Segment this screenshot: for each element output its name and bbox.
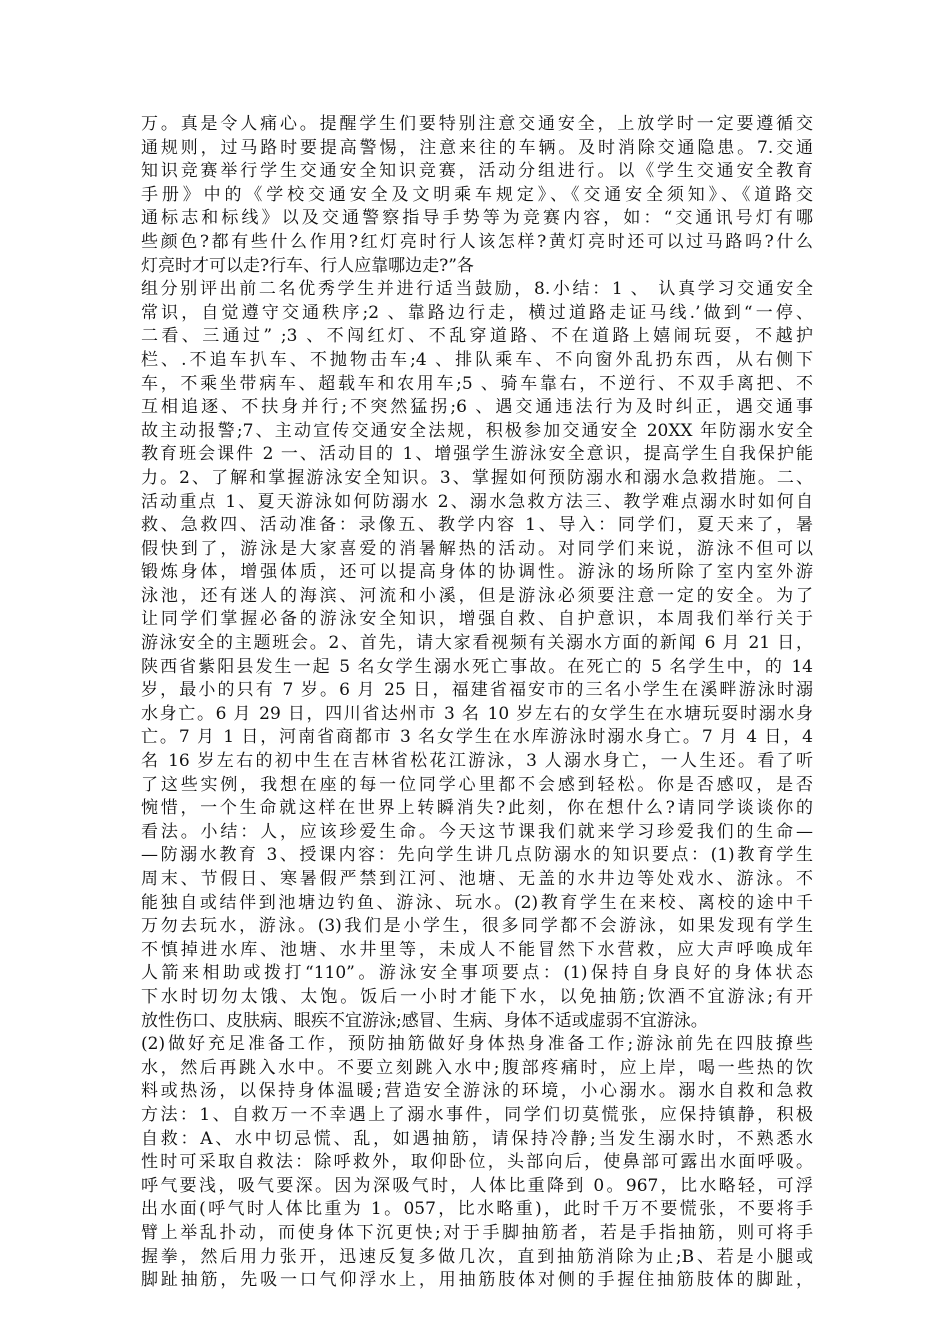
text-line: 亡。7 月 1 日，河南省商都市 3 名女学生在水库游泳时溺水身亡。7 月 4 日，4: [141, 727, 813, 748]
text-line: 惋惜，一个生命就这样在世界上转瞬消失?此刻，你在想什么?请同学谈谈你的: [141, 798, 813, 819]
text-line: 让同学们掌握必备的游泳安全知识，增强自救、自护意识，本周我们举行关于: [141, 609, 813, 630]
text-line: 握拳，然后用力张开，迅速反复多做几次，直到抽筋消除为止;B、若是小腿或: [141, 1246, 813, 1267]
text-line: 灯亮时才可以走?行车、行人应靠哪边走?”各: [141, 255, 474, 276]
text-line: 水，然后再跳入水中。不要立刻跳入水中;腹部疼痛时，应上岸，喝一些热的饮: [141, 1057, 813, 1078]
text-line: 臂上举乱扑动，而使身体下沉更快;对于手脚抽筋者，若是手指抽筋，则可将手: [141, 1222, 813, 1243]
text-line: 锻炼身体，增强体质，还可以提高身体的协调性。游泳的场所除了室内室外游: [141, 562, 813, 583]
text-line: 水身亡。6 月 29 日，四川省达州市 3 名 10 岁左右的女学生在水塘玩耍时溺水身: [141, 703, 813, 724]
text-line: 栏、.不追车扒车、不抛物击车;4 、排队乘车、不向窗外乱扔东西，从右侧下: [141, 349, 813, 370]
text-line: 放性伤口、皮肤病、眼疾不宜游泳;感冒、生病、身体不适或虚弱不宜游泳。: [141, 1010, 708, 1031]
text-line: 假快到了，游泳是大家喜爱的消暑解热的活动。对同学们来说，游泳不但可以: [141, 538, 813, 559]
text-line: 互相追逐、不扶身并行;不突然猛拐;6 、遇交通违法行为及时纠正，遇交通事: [141, 397, 813, 418]
text-line: 出水面(呼气时人体比重为 1。057，比水略重)，此时千万不要慌张，不要将手: [141, 1199, 813, 1220]
text-line: 通标志和标线》以及交通警察指导手势等为竞赛内容，如：“交通讯号灯有哪: [141, 208, 813, 229]
text-line: 方法：1、自救万一不幸遇上了溺水事件，同学们切莫慌张，应保持镇静，积极: [141, 1104, 813, 1125]
text-line: 下水时切勿太饿、太饱。饭后一小时才能下水，以免抽筋;饮酒不宜游泳;有开: [141, 986, 813, 1007]
text-line: 游泳安全的主题班会。2、首先，请大家看视频有关溺水方面的新闻 6 月 21 日，: [141, 633, 813, 654]
text-line: 陕西省紫阳县发生一起 5 名女学生溺水死亡事故。在死亡的 5 名学生中，的 14: [141, 656, 813, 677]
text-line: 力。2、了解和掌握游泳安全知识。3、掌握如何预防溺水和溺水急救措施。二、: [141, 467, 813, 488]
text-line: 通规则，过马路时要提高警惕，注意来往的车辆。及时消除交通隐患。7.交通: [141, 137, 813, 158]
text-line: 故主动报警;7、主动宣传交通安全法规，积极参加交通安全 20XX 年防溺水安全: [141, 420, 813, 441]
text-line: 了这些实例，我想在座的每一位同学心里都不会感到轻松。你是否感叹，是否: [141, 774, 813, 795]
text-line: 性时可采取自救法：除呼救外，取仰卧位，头部向后，使鼻部可露出水面呼吸。: [141, 1152, 813, 1173]
text-line: 看法。小结：人，应该珍爱生命。今天这节课我们就来学习珍爱我们的生命—: [141, 821, 813, 842]
text-line: 呼气要浅，吸气要深。因为深吸气时，人体比重降到 0。967，比水略轻，可浮: [141, 1175, 813, 1196]
text-line: 组分别评出前二名优秀学生并进行适当鼓励，8.小结：1 、 认真学习交通安全: [141, 279, 813, 300]
text-line: 些颜色?都有些什么作用?红灯亮时行人该怎样?黄灯亮时还可以过马路吗?什么: [141, 231, 813, 252]
text-line: 常识，自觉遵守交通秩序;2 、靠路边行走，横过道路走证马线.’做到“一停、: [141, 302, 813, 323]
text-line: (2)做好充足准备工作，预防抽筋做好身体热身准备工作;游泳前先在四肢撩些: [141, 1034, 813, 1055]
text-line: 活动重点 1、夏天游泳如何防溺水 2、溺水急救方法三、教学难点溺水时如何自: [141, 491, 813, 512]
text-line: 救、急救四、活动准备：录像五、教学内容 1、导入：同学们，夏天来了，暑: [141, 515, 813, 536]
text-line: 不慎掉进水库、池塘、水井里等，未成人不能冒然下水营救，应大声呼唤成年: [141, 939, 813, 960]
text-line: 料或热汤，以保持身体温暖;营造安全游泳的环境，小心溺水。溺水自救和急救: [141, 1081, 813, 1102]
text-line: 二看、三通过” ;3 、不闯红灯、不乱穿道路、不在道路上嬉闹玩耍，不越护: [141, 326, 813, 347]
text-line: 周末、节假日、寒暑假严禁到江河、池塘、无盖的水井边等处戏水、游泳。不: [141, 869, 813, 889]
text-line: 万勿去玩水，游泳。(3)我们是小学生，很多同学都不会游泳，如果发现有学生: [141, 916, 813, 937]
text-line: 教育班会课件 2 一、活动目的 1、增强学生游泳安全意识，提高学生自我保护能: [141, 444, 813, 465]
text-line: —防溺水教育 3、授课内容：先向学生讲几点防溺水的知识要点：(1)教育学生: [141, 845, 813, 866]
text-line: 万。真是令人痛心。提醒学生们要特别注意交通安全，上放学时一定要遵循交: [141, 114, 813, 134]
text-line: 名 16 岁左右的初中生在吉林省松花江游泳，3 人溺水身亡，一人生还。看了听: [141, 751, 813, 772]
document-body: [141, 113, 813, 1293]
text-line: 能独自或结伴到池塘边钓鱼、游泳、玩水。(2)教育学生在来校、离校的途中千: [141, 892, 813, 913]
text-line: 手册》中的《学校交通安全及文明乘车规定》、《交通安全须知》、《道路交: [141, 184, 813, 205]
text-line: 车，不乘坐带病车、超载车和农用车;5 、骑车靠右，不逆行、不双手离把、不: [141, 373, 813, 394]
text-line: 知识竞赛举行学生交通安全知识竞赛，活动分组进行。以《学生交通安全教育: [141, 161, 813, 182]
text-line: 岁，最小的只有 7 岁。6 月 25 日，福建省福安市的三名小学生在溪畔游泳时溺: [141, 680, 813, 701]
text-line: 脚趾抽筋，先吸一口气仰浮水上，用抽筋肢体对侧的手握住抽筋肢体的脚趾，: [141, 1270, 813, 1291]
text-line: 自救：A、水中切忌慌、乱，如遇抽筋，请保持冷静;当发生溺水时，不熟悉水: [141, 1128, 813, 1149]
text-line: 泳池，还有迷人的海滨、河流和小溪，但是游泳必须要注意一定的安全。为了: [141, 585, 813, 606]
text-line: 人箭来相助或拨打“110”。游泳安全事项要点：(1)保持自身良好的身体状态: [141, 963, 813, 984]
